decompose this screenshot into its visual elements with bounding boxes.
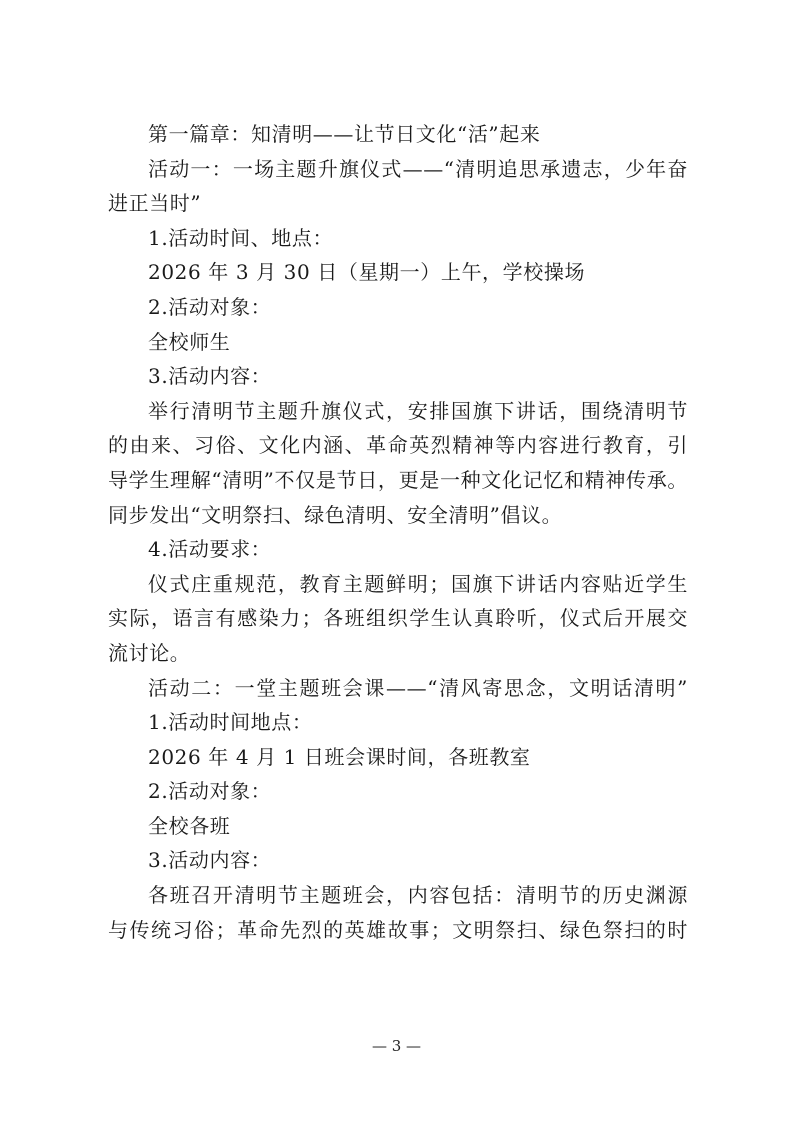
paragraph-line: 与传统习俗；革命先烈的英雄故事；文明祭扫、绿色祭扫的时 — [108, 917, 688, 942]
page-number: — 3 — — [371, 1037, 422, 1055]
section-time-place-label: 1.活动时间、地点： — [148, 225, 334, 250]
paragraph-line: 的由来、习俗、文化内涵、革命英烈精神等内容进行教育，引 — [108, 433, 688, 458]
section-audience-value: 全校各班 — [148, 813, 231, 838]
paragraph-line: 同步发出“文明祭扫、绿色清明、安全清明”倡议。 — [108, 502, 563, 527]
document-body — [108, 117, 688, 947]
paragraph-line: 实际，语言有感染力；各班组织学生认真聆听，仪式后开展交 — [108, 606, 688, 631]
paragraph-line: 举行清明节主题升旗仪式，安排国旗下讲话，围绕清明节 — [148, 398, 688, 423]
activity-one-title: 活动一：一场主题升旗仪式——“清明追思承遗志，少年奋 — [148, 156, 688, 181]
section-time-place-label: 1.活动时间地点： — [148, 710, 313, 735]
section-content-label: 3.活动内容： — [148, 848, 272, 873]
section-audience-label: 2.活动对象： — [148, 779, 272, 804]
section-audience-label: 2.活动对象： — [148, 294, 272, 319]
section-time-place-value: 2026 年 3 月 30 日（星期一）上午，学校操场 — [148, 260, 586, 285]
section-requirements-label: 4.活动要求： — [148, 537, 272, 562]
activity-one-title-continued: 进正当时” — [108, 191, 202, 216]
section-time-place-value: 2026 年 4 月 1 日班会课时间，各班教室 — [148, 744, 531, 769]
paragraph-line: 流讨论。 — [108, 640, 191, 665]
section-audience-value: 全校师生 — [148, 329, 231, 354]
paragraph-line: 仪式庄重规范，教育主题鲜明；国旗下讲话内容贴近学生 — [148, 571, 688, 596]
chapter-heading: 第一篇章：知清明——让节日文化“活”起来 — [148, 122, 541, 146]
section-content-label: 3.活动内容： — [148, 364, 272, 389]
paragraph-line: 导学生理解“清明”不仅是节日，更是一种文化记忆和精神传承。 — [108, 467, 688, 492]
paragraph-line: 各班召开清明节主题班会，内容包括：清明节的历史渊源 — [148, 883, 688, 908]
activity-two-title: 活动二：一堂主题班会课——“清风寄思念，文明话清明” — [148, 675, 688, 700]
